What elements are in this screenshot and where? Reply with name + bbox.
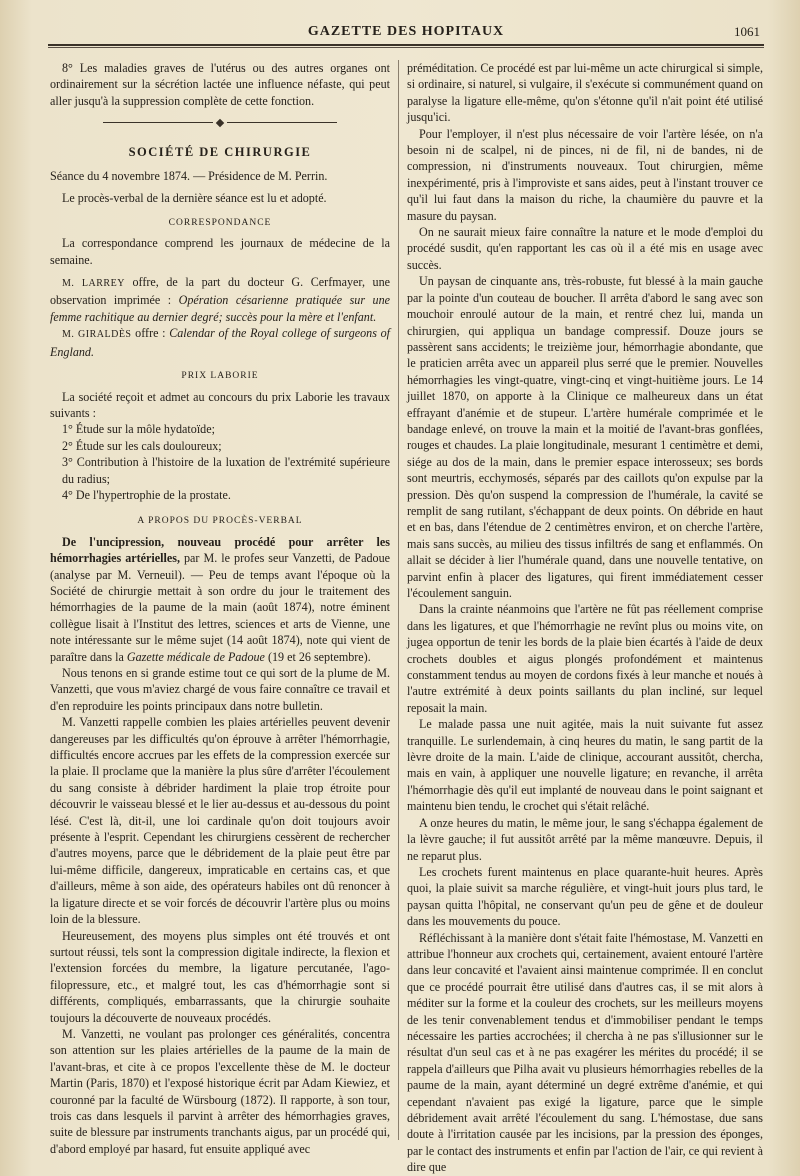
header-rule	[48, 47, 764, 48]
body-paragraph: M. Vanzetti, ne voulant pas prolonger ces généralités, concentra son attention sur les plaies artérielles de la paume de la main de l'avant-bras, et cite à ce propos l'excellente thèse de M. le docteur Martin (Paris, 1870) et l'exposé historique écrit par Adam Kiewiez, et couronné par la faculté de Würsbourg (1872). Il rapporte, à son tour, trois cas dans lesquels il parvint à arrêter des hémorrhagies graves, suite de blessure par instruments tranchants aigus, par un procédé qui, d'abord employé par hasard, fut ensuite appliqué avec	[50, 1026, 390, 1156]
page-header	[48, 22, 764, 46]
body-paragraph: Réfléchissant à la manière dont s'était faite l'hémostase, M. Vanzetti en attribue l'honneur aux crochets qui, certainement, avaient entouré l'artère dans leur concavité et l'avaient ainsi maintenue comprimée. Il en conclut que ce procédé pourrait être utilisé dans d'autres cas, il se mit alors à méditer sur la forme et la couleur des crochets, sur les meilleurs moyens de les tenir convenablement tendus et d'immobiliser pendant le temps nécessaire les parties accrochées; il chercha à ne pas s'illusionner sur le résultat d'un seul cas et à ne pas exagérer les mérites du procédé; il se rappela d'ailleurs que Pilha avait vu plusieurs hémorrhagies rebelles de la paume de la main, ayant déterminé un degré extrême d'anémie, et qui cependant n'avaient pas exigé la ligature, parce que le simple débridement avait arrêté l'écoulement du sang. L'hémostase, due sans doute à l'irritation causée par les incisions, par la pression des éponges, par le contact des instruments et enfin par l'action de l'air, ce qui revient à dire que	[407, 930, 763, 1175]
proces-verbal-line: Le procès-verbal de la dernière séance est lu et adopté.	[62, 191, 327, 206]
body-paragraph: M. Vanzetti rappelle combien les plaies artérielles peuvent devenir dangereuses par les difficultés qu'on éprouve à arrêter l'hémorrhagie, difficultés encore accrues par les effets de la compression exercée sur la plaie. Il proclame que la manière la plus sûre d'arrêter l'écoulement du sang consiste à débrider hardiment la plaie trop étroite pour découvrir le vaisseau blessé et le lier au-dessus et au-dessous du point lésé. C'est là, dit-il, une loi cardinale qu'on doit toujours avoir présente à l'esprit. Cependant les chirurgiens cessèrent de rechercher d'autres moyens, parce que le débridement de la plaie peut être par lui-même difficile, dangereux, impraticable en certains cas, et que d'ailleurs, même à son aide, des opérateurs habiles ont dû renoncer à la ligature directe et se voir forcés de découvrir l'artère plus ou moins loin de la blessure.	[50, 715, 390, 927]
section-ornament	[50, 115, 390, 131]
prix-item: 4° De l'hypertrophie de la prostate.	[62, 487, 231, 502]
vanzetti-end: (19 et 26 septembre).	[264, 649, 371, 664]
prix-item: 2° Étude sur les cals douloureux;	[62, 438, 222, 453]
larrey-name: M. LARREY	[62, 278, 125, 290]
vanzetti-journal: Gazette médicale de Padoue	[126, 649, 265, 664]
prix-title: PRIX LABORIE	[181, 371, 259, 382]
larrey-text: offre, de la part du docteur G. Cerfmayer, une observation imprimée :	[50, 275, 390, 308]
correspondance-text: La correspondance comprend les journaux de médecine de la semaine.	[50, 236, 390, 267]
body-paragraph: Pour l'employer, il n'est plus nécessaire de voir l'artère lésée, on n'a besoin ni de scalpel, ni de pinces, ni de fil, ni de bandes, ni de compression, ni d'instruments nouveaux. Tout chirurgien, même inexpérimenté, pris à l'improviste et sans aides, peut à l'instant trouver ce qu'il lui faut dans la maison du riche, la chaumière du pauvre et la masure du paysan.	[407, 126, 763, 223]
journal-title: GAZETTE DES HOPITAUX	[307, 24, 505, 39]
body-paragraph: Un paysan de cinquante ans, très-robuste, fut blessé à la main gauche par la pointe d'un couteau de boucher. Il arrêta d'abord le sang avec son mouchoir enroulé autour de la main, et rentré chez lui, manda un chirurgien, qui appliqua un bandage compressif. Douze jours se passèrent sans accidents; le treizième jour, hémorrhagie abondante, que le praticien arrêta avec un appareil plus serré que le premier. Nouvelles hémorrhagies les vingt-quatre, vingt-cinq et vingt-huitième jours. Le 14 juillet 1870, on apporte à la Clinique ce malheureux dans un état effrayant d'anémie et de stupeur. L'artère humérale comprimée et le bandage enlevé, on trouve la main et la moitié de l'avant-bras gonflées, rouges et chaudes. La plaie longitudinale, mesurant 1 centimètre et demi, siége au dos de la main, dans le premier espace interosseux; ses bords sont meurtris, ecchymosés, séparés par des caillots qu'on expulse par la pression. Dès qu'on suspend la compression de l'humérale, la cavité se remplit de sang rutilant, s'échappant de deux points. On débride en haut et en bas, dans l'étendue de 2 centimètres environ, et on cherche l'artère, mais sans succès, au milieu des tissus infiltrés de sang et enflammés. On allait se décider à lier l'humérale quand, dans une nouvelle tentative, on parvint enfin à placer des ligatures, qui firent immédiatement cesser l'écoulement sanguin.	[407, 274, 763, 600]
right-column	[407, 60, 763, 1176]
giraldes-name: M. GIRALDÈS	[62, 329, 132, 341]
column-divider	[398, 60, 399, 1140]
page-number: 1061	[734, 24, 760, 39]
body-paragraph: préméditation. Ce procédé est par lui-même un acte chirurgical si simple, si ordinaire, si naturel, si vulgaire, il s'exécute si communément quand on paralyse la ligature elle-même, qu'on s'étonne qu'il n'ait point été utilisé jusqu'ici.	[407, 61, 763, 125]
session-line: Séance du 4 novembre 1874. — Présidence de M. Perrin.	[50, 169, 328, 184]
giraldes-title: Calendar of the Royal college of surgeons of England.	[50, 326, 390, 359]
larrey-paragraph	[50, 274, 390, 325]
body-paragraph: Dans la crainte néanmoins que l'artère ne fût pas réellement comprise dans les ligatures, et que l'hémorrhagie ne revînt plus ou moins vite, on jugea opportun de tenir les bords de la plaie bien écartés à l'aide de deux crochets doubles et aigus plongés profondément et maintenus constamment tendus au moyen de cordons fixés à leur manche et noués à l'autre extrémité à deux points saillants du plan incliné, sur lequel reposait la main.	[407, 602, 763, 715]
giraldes-text: offre :	[131, 326, 170, 341]
vanzetti-paragraph	[50, 534, 390, 665]
prix-intro: La société reçoit et admet au concours du prix Laborie les travaux suivants :	[50, 389, 390, 420]
vanzetti-text: par M. le profes seur Vanzetti, de Padoue (analyse par M. Verneuil). — Peu de temps avant l'époque où la Société de chirurgie mettait à son ordre du jour le traitement des hémorrhagies de la paume de la main (août 1874), notre éminent collègue lisait à l'Institut des lettres, sciences et arts de Vienne, une note intéressante sur le même sujet (14 août 1874), note qui vient de paraître dans la	[50, 551, 391, 664]
prix-item: 3° Contribution à l'histoire de la luxation de l'extrémité supérieure du radius;	[62, 455, 390, 486]
society-title: SOCIÉTÉ DE CHIRURGIE	[128, 144, 312, 159]
body-paragraph: Le malade passa une nuit agitée, mais la nuit suivante fut assez tranquille. Le surlendemain, à cinq heures du matin, le sang partit de la lèvre droite de la main. L'aide de clinique, accourant aussitôt, chercha, mais en vain, à appliquer une nouvelle ligature; en revanche, il arrêta l'hémorrhagie dès qu'il eut implanté de nouveau dans le point saignant et maintenu bien tendu, le crochet qui s'était relâché.	[407, 717, 763, 814]
intro-paragraph: 8° Les maladies graves de l'utérus ou des autres organes ont ordinairement sur la sécrétion lactée une influence néfaste, qui peut aller jusqu'à la suppression complète de cette fonction.	[50, 61, 390, 108]
left-column	[50, 60, 390, 1157]
body-paragraph: A onze heures du matin, le même jour, le sang s'échappa également de la lèvre gauche; il fut aussitôt arrêté par la même manœuvre. Depuis, il ne reparut plus.	[407, 815, 763, 863]
prix-item: 1° Étude sur la môle hydatoïde;	[62, 422, 215, 437]
larrey-title: Opération césarienne pratiquée sur une femme rachitique au dernier degré; succès pour la mère et l'enfant.	[50, 293, 390, 324]
apropos-title: A PROPOS DU PROCÈS-VERBAL	[137, 516, 303, 527]
vanzetti-heading: De l'uncipression, nouveau procédé pour arrêter les hémorrhagies artérielles,	[50, 534, 390, 566]
body-paragraph: Les crochets furent maintenus en place quarante-huit heures. Après quoi, la plaie suivit sa marche régulière, et vingt-huit jours plus tard, le paysan quitta l'hôpital, ne conservant qu'un peu de gêne et de douleur dans les mouvements du pouce.	[407, 864, 763, 929]
correspondance-title: CORRESPONDANCE	[168, 217, 272, 228]
body-paragraph: On ne saurait mieux faire connaître la nature et le mode d'emploi du procédé susdit, qu'en rapportant les cas où il a été mis en usage avec succès.	[407, 225, 763, 272]
giraldes-paragraph	[50, 325, 390, 360]
body-paragraph: Nous tenons en si grande estime tout ce qui sort de la plume de M. Vanzetti, que vous m'aviez chargé de vous faire connaître ce travail et d'en reproduire les points principaux dans notre bulletin.	[50, 666, 390, 713]
body-paragraph: Heureusement, des moyens plus simples ont été trouvés et ont surtout réussi, tels sont la compression digitale indirecte, la flexion et l'extension forcées du membre, la ligature percutanée, l'ago-filopressure, etc., et malgré tout, les cas d'hémorrhagie sont si différents, compliqués, embarrassants, que la chirurgie souhaite toujours la découverte de nouveaux procédés.	[50, 928, 390, 1025]
